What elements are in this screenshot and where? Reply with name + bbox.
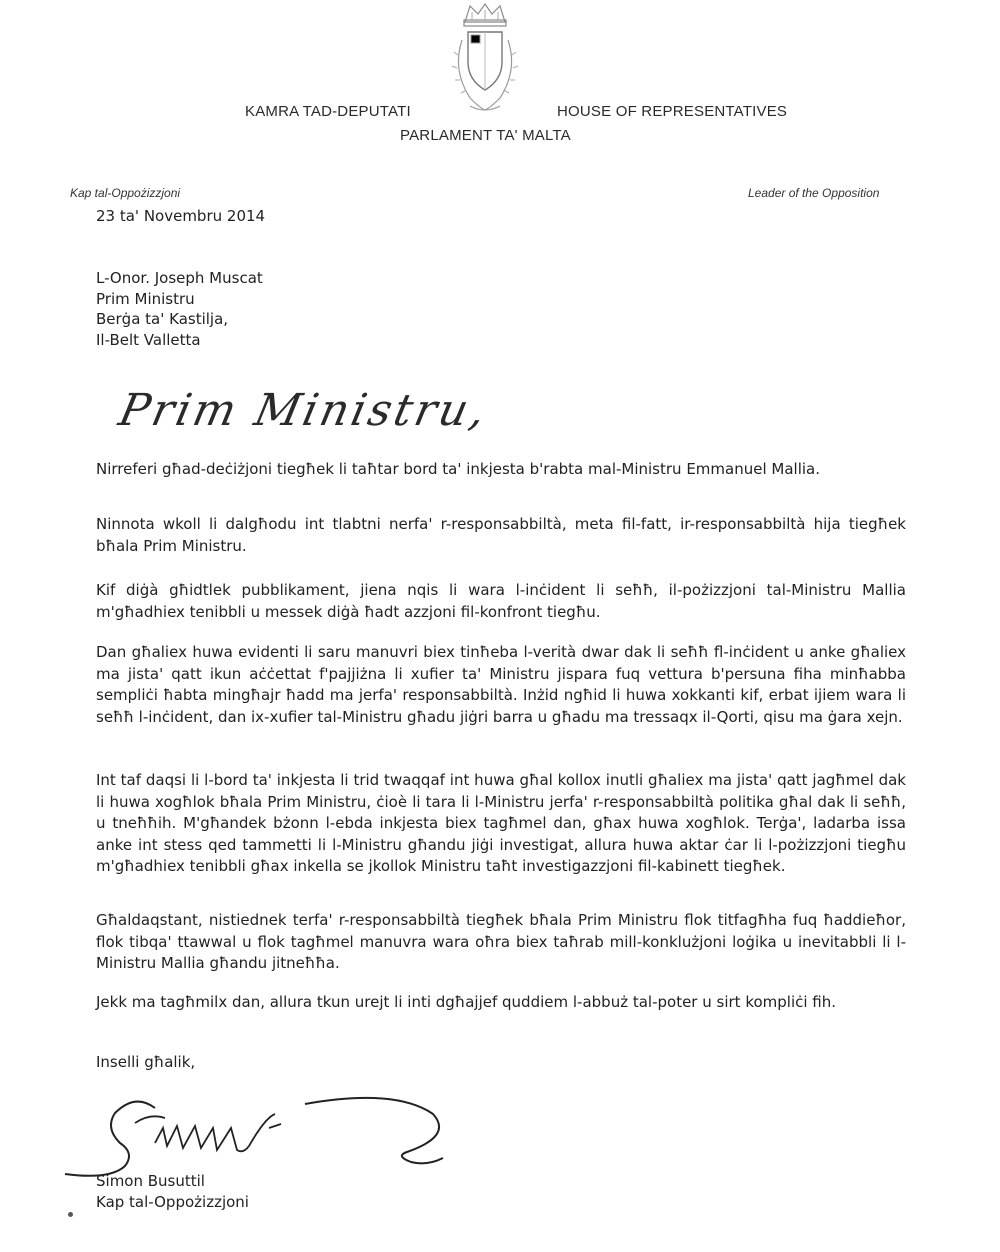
handwritten-salutation: Prim Ministru, <box>114 385 493 436</box>
recipient-title: Prim Ministru <box>96 289 195 308</box>
body-paragraph: Kif diġà għidtlek pubblikament, jiena nqis li wara l-inċident li seħħ, il-pożizzjoni tal-Ministru Mallia m'għadhiex tenibbli u messek diġà ħadt azzjoni fil-konfront tiegħu. <box>96 581 906 621</box>
body-paragraph: Ninnota wkoll li dalgħodu int tlabtni nerfa' r-responsabbiltà, meta fil-fatt, ir-responsabbiltà hija tiegħek bħala Prim Ministru. <box>96 515 906 555</box>
letterhead-left-org: KAMRA TAD-DEPUTATI <box>245 103 411 120</box>
letterhead-left-role: Kap tal-Oppożizzjoni <box>70 186 181 200</box>
coat-of-arms-emblem <box>440 0 530 118</box>
ink-dot <box>68 1212 73 1217</box>
body-paragraph: Dan għaliex huwa evidenti li saru manuvri biex tinħeba l-verità dwar dak li seħħ fl-inċident u anke għaliex ma jista' qatt ikun aċċettat f'pajjiżna li xufier ta' Ministru jispara fuq vettura b'persuna fiha minħabba sempliċi ħabta mingħajr ħadd ma jerfa' responsabbiltà. Inżid ngħid li huwa xokkanti kif, erbat ijiem wara li seħħ l-inċident, dan ix-xufier tal-Ministru għadu jiġri barra u għadu ma tressaqx il-Qorti, qisu ma ġara xejn. <box>96 643 906 726</box>
recipient-name: L-Onor. Joseph Muscat <box>96 269 263 287</box>
signatory-block <box>96 1171 249 1213</box>
letterhead-right-org: HOUSE OF REPRESENTATIVES <box>557 103 788 120</box>
recipient-address-line2: Il-Belt Valletta <box>96 330 201 349</box>
body-paragraph: Għaldaqstant, nistiednek terfa' r-responsabbiltà tiegħek bħala Prim Ministru flok titfagħha fuq ħaddieħor, flok tibqa' ttawwal u flok tagħmel manuvra wara oħra biex taħrab mill-konklużjoni loġika u inevitabbli li l-Ministru Mallia għandu jitneħħa. <box>96 911 906 972</box>
body-paragraph: Int taf daqsi li l-bord ta' inkjesta li trid twaqqaf int huwa għal kollox inutli għaliex ma jista' qatt jagħmel dak li huwa xogħlok bħala Prim Ministru, ċioè li tara li l-Ministru jerfa' r-responsabbiltà politika għal dak li seħħ, u tneħħih. M'għandek bżonn l-ebda inkjesta biex tagħmel dan, għax huwa xogħlok. Terġa', ladarba issa anke int stess qed tammetti li l-Ministru għandu jiġi investigat, allura huwa aktar ċar li l-pożizzjoni tiegħu m'għadhiex tenibbli għax inkella se jkollok Ministru taħt investigazzjoni fil-kabinett tiegħek. <box>96 771 906 875</box>
recipient-address-line1: Berġa ta' Kastilja, <box>96 310 229 328</box>
signatory-name: Simon Busuttil <box>96 1172 205 1190</box>
letterhead-right-role: Leader of the Opposition <box>748 186 880 200</box>
body-paragraph: Nirreferi għad-deċiżjoni tiegħek li taħtar bord ta' inkjesta b'rabta mal-Ministru Emmanuel Mallia. <box>96 460 820 478</box>
closing: Inselli għalik, <box>96 1053 196 1071</box>
letterhead-center-org: PARLAMENT TA' MALTA <box>400 127 571 144</box>
letter-date: 23 ta' Novembru 2014 <box>96 207 266 225</box>
recipient-address <box>96 268 263 350</box>
handwritten-signature <box>55 1088 465 1178</box>
signatory-title: Kap tal-Oppożizzjoni <box>96 1193 249 1211</box>
body-paragraph: Jekk ma tagħmilx dan, allura tkun urejt li inti dgħajjef quddiem l-abbuż tal-poter u sirt kompliċi fih. <box>96 993 837 1011</box>
